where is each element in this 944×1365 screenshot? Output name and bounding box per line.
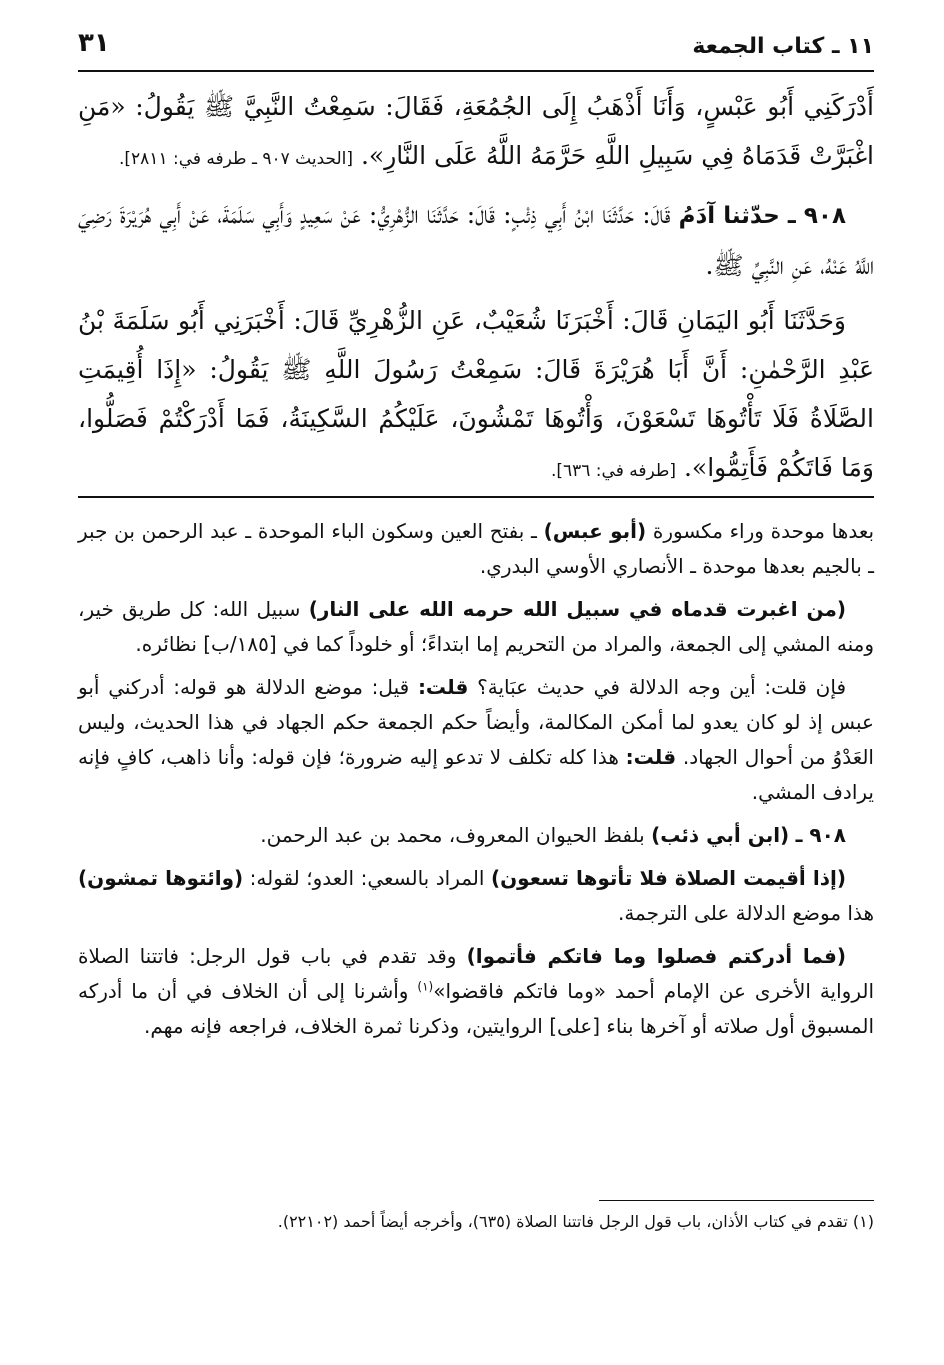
commentary-text: وأشرنا إلى أن الخلاف في أن ما أدركه المسبوق أول صلاته أو آخرها بناء [على] الروايتين، وذكرنا ثمرة الخلاف، فراجعه فإنه مهم. [78, 979, 874, 1038]
page-header [78, 28, 874, 68]
commentary-text: فإن قلت: أين وجه الدلالة في حديث عبَاية؟ [477, 675, 847, 699]
commentary-paragraph [78, 592, 874, 662]
commentary-paragraph [78, 818, 874, 853]
book-page [78, 0, 874, 1365]
commentary-lemma: (أبو عبس) [543, 519, 647, 543]
chapter-title: ١١ ـ كتاب الجمعة [692, 34, 874, 59]
hadith-908-text: وَحَدَّثَنَا أَبُو اليَمَانِ قَالَ: أَخْبَرَنَا شُعَيْبٌ، عَنِ الزُّهْرِيِّ قَالَ: أَخْبَرَنِي أَبُو سَلَمَةَ بْنُ عَبْدِ الرَّحْمٰنِ: أَنَّ أَبَا هُرَيْرَةَ قَالَ: سَمِعْتُ رَسُولَ اللَّهِ ﷺ يَقُولُ: «إِذَا أُقِيمَتِ الصَّلَاةُ فَلَا تَأْتُوهَا تَسْعَوْنَ، وَأْتُوهَا تَمْشُونَ، عَلَيْكُمُ السَّكِينَةُ، فَمَا أَدْرَكْتُمْ فَصَلُّوا، وَمَا فَاتَكُمْ فَأَتِمُّوا». [78, 306, 874, 482]
commentary-text: هذا كله تكلف لا تدعو إليه ضرورة؛ فإن قوله: وأنا ذاهب، كافٍ فإنه يرادف المشي. [78, 745, 874, 804]
hadith-text [78, 82, 874, 502]
commentary-paragraph [78, 939, 874, 1044]
commentary-lemma: (فما أدركتم فصلوا وما فاتكم فأتموا) [466, 944, 847, 968]
commentary-paragraph [78, 861, 874, 931]
commentary-lemma: (إذا أقيمت الصلاة فلا تأتوها تسعون) [490, 866, 847, 890]
footnote [78, 1208, 874, 1236]
header-rule [78, 70, 874, 72]
hadith-number: ٩٠٨ ـ [795, 823, 846, 847]
commentary-lemma: قلت: [625, 745, 677, 769]
commentary-text: المراد بالسعي: العدو؛ لقوله: [249, 866, 485, 890]
hadith-907-text: أَدْرَكَنِي أَبُو عَبْسٍ، وَأَنَا أَذْهَبُ إِلَى الجُمُعَةِ، فَقَالَ: سَمِعْتُ النَّبِيَّ ﷺ يَقُولُ: «مَنِ اغْبَرَّتْ قَدَمَاهُ فِي سَبِيلِ اللَّهِ حَرَّمَهُ اللَّهُ عَلَى النَّارِ». [78, 92, 874, 170]
commentary-text: بلفظ الحيوان المعروف، محمد بن عبد الرحمن. [260, 823, 645, 847]
commentary-lemma: (من اغبرت قدماه في سبيل الله حرمه الله على النار) [308, 597, 847, 621]
hadith-paragraph [78, 82, 874, 184]
commentary-paragraph [78, 670, 874, 810]
footnote-text: (١) تقدم في كتاب الأذان، باب قول الرجل فاتتنا الصلاة (٦٣٥)، وأخرجه أيضاً أحمد (٢٢١٠٢). [277, 1212, 874, 1231]
hadith-908-number: ٩٠٨ ـ حدّثنا آدَمُ [678, 203, 847, 229]
hadith-paragraph [78, 190, 874, 290]
footnote-marker: (١) [417, 979, 434, 994]
hadith-907-reference: [الحديث ٩٠٧ ـ طرفه في: ٢٨١١]. [119, 149, 354, 169]
commentary-text: ـ بفتح العين وسكون الباء الموحدة ـ عبد الرحمن بن جبر ـ بالجيم بعدها موحدة ـ الأنصاري الأوسي البدري. [78, 519, 874, 578]
commentary-text: وقد تقدم في باب قول الرجل: فاتتنا الصلاة الرواية الأخرى عن الإمام أحمد «وما فاتكم فاقضوا» [78, 944, 875, 1003]
footnote-rule [599, 1200, 874, 1201]
commentary-lemma: (وائتوها تمشون) [78, 866, 244, 890]
hadith-908-isnad: قَالَ: حَدَّثَنَا ابْنُ أَبِي ذِئْبٍ: قَالَ: حَدَّثَنَا الزُّهْرِيُّ: عَنْ سَعِيدٍ وَأَبِي سَلَمَةَ، عَنْ أَبِي هُرَيْرَةَ رَضِيَ اللَّهُ عَنْهُ، عَنِ النَّبِيِّ ﷺ. [78, 200, 874, 280]
section-divider [78, 496, 874, 498]
commentary [78, 514, 874, 1052]
commentary-paragraph [78, 514, 874, 584]
commentary-text: بعدها موحدة وراء مكسورة [652, 519, 875, 543]
commentary-lemma: (ابن أبي ذئب) [651, 823, 790, 847]
hadith-908-reference: [طرفه في: ٦٣٦]. [550, 461, 677, 481]
commentary-text: هذا موضع الدلالة على الترجمة. [617, 901, 874, 925]
commentary-text: قيل: موضع الدلالة هو قوله: أدركني أبو عبس إذ لو كان يعدو لما أمكن المكالمة، وأيضاً حكم الجمعة حكم الجهاد في هذا الحديث، وليس العَدْوُ من أحوال الجهاد. [78, 675, 874, 769]
hadith-paragraph [78, 296, 874, 496]
commentary-lemma: قلت: [417, 675, 469, 699]
page-number: ٣١ [78, 28, 110, 58]
commentary-text: سبيل الله: كل طريق خير، ومنه المشي إلى الجمعة، والمراد من التحريم إما ابتداءً؛ أو خلوداً كما في [١٨٥/ب] نظائره. [78, 597, 874, 656]
